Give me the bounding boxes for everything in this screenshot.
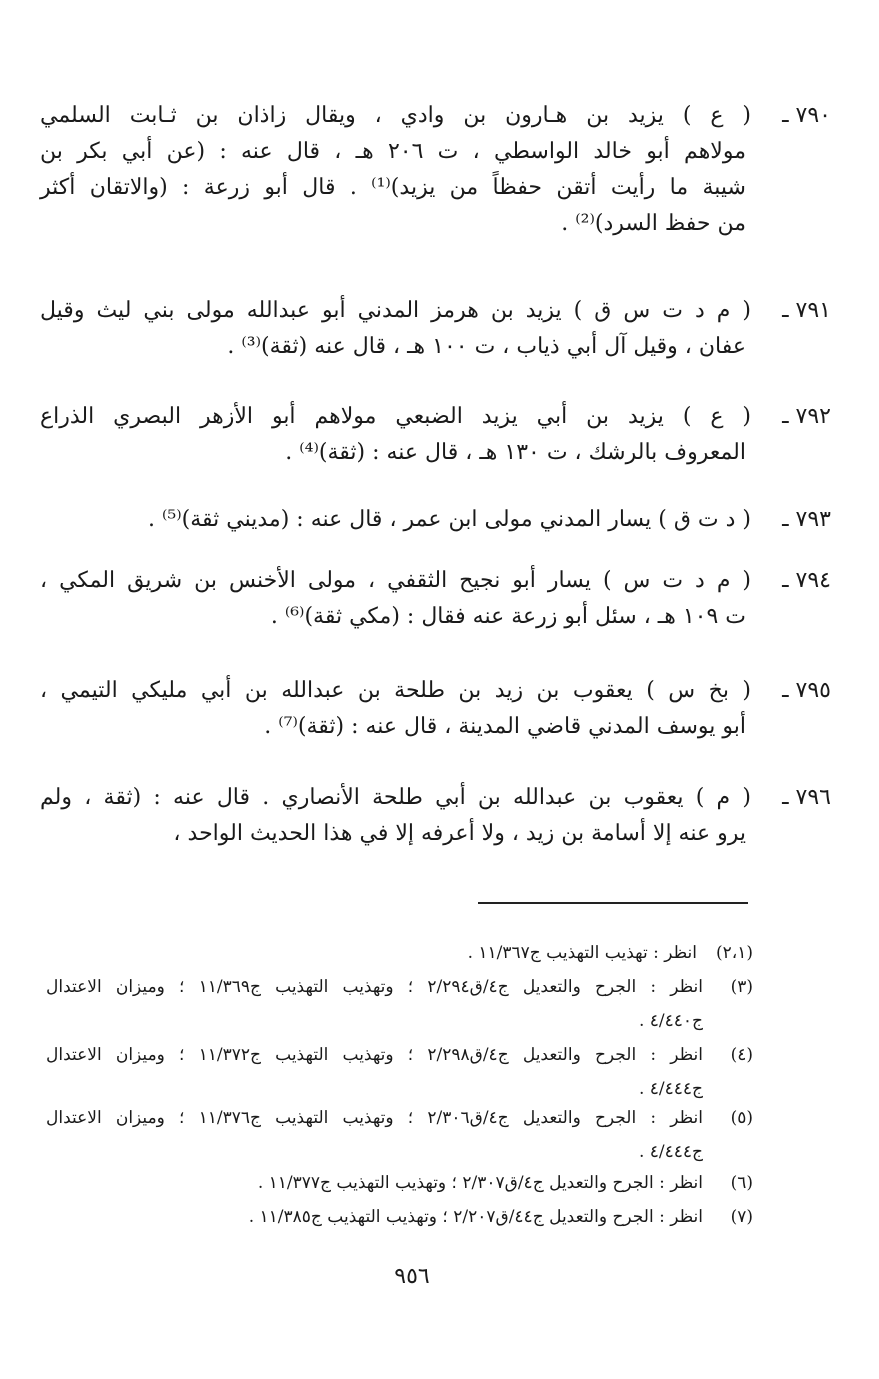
entry-790 — [40, 98, 751, 242]
entry-793 — [40, 502, 751, 538]
entry-line: عفان ، وقيل آل أبي ذياب ، ت ١٠٠ هـ ، قال عنه (ثقة)⁽³⁾ . — [227, 334, 746, 359]
entry-795 — [40, 673, 751, 745]
entry-line: شيبة ما رأيت أتقن حفظاً من يزيد)⁽¹⁾ . قال أبو زرعة : (والاتقان أكثر — [40, 175, 746, 200]
entry-line: ( م د ت س ق ) يزيد بن هرمز المدني أبو عبدالله مولى بني ليث وقيل — [40, 298, 751, 323]
entry-line: ( د ت ق ) يسار المدني مولى ابن عمر ، قال عنه : (مديني ثقة)⁽⁵⁾ . — [148, 507, 751, 532]
entry-line: ( ع ) يزيد بن أبي يزيد الضبعي مولاهم أبو الأزهر البصري الذراع — [40, 404, 751, 429]
entry-794 — [40, 563, 751, 635]
footnote-text: انظر : الجرح والتعديل ج٤/ق٢/٣٠٦ ؛ وتهذيب التهذيب ج١١/٣٧٦ ؛ وميزان الاعتدال — [46, 1108, 703, 1128]
page-number: ٩٥٦ — [394, 1264, 430, 1289]
footnote-number: (٥) — [730, 1108, 753, 1128]
entry-number: ٧٩٤ ـ — [782, 568, 831, 593]
footnote-number: (٣) — [730, 977, 753, 997]
footnote-separator — [478, 902, 748, 904]
entry-796 — [40, 780, 751, 852]
entry-number: ٧٩٠ ـ — [782, 103, 831, 128]
entry-line: مولاهم أبو خالد الواسطي ، ت ٢٠٦ هـ ، قال عنه : (عن أبي بكر بن — [40, 139, 746, 164]
entry-line: المعروف بالرشك ، ت ١٣٠ هـ ، قال عنه : (ثقة)⁽⁴⁾ . — [285, 440, 746, 465]
entry-number: ٧٩٦ ـ — [782, 785, 831, 810]
entry-number: ٧٩٢ ـ — [782, 404, 831, 429]
footnote-number: (٤) — [730, 1045, 753, 1065]
footnote-text: ج٤/٤٤٠ . — [638, 1011, 703, 1031]
entry-number: ٧٩١ ـ — [782, 298, 831, 323]
footnote-number: (٦) — [730, 1173, 753, 1193]
entry-number: ٧٩٣ ـ — [782, 507, 831, 532]
footnote-text: انظر : تهذيب التهذيب ج١١/٣٦٧ . — [467, 943, 697, 963]
footnote-text: انظر : الجرح والتعديل ج٤٤/ق٢/٢٠٧ ؛ وتهذيب التهذيب ج١١/٣٨٥ . — [248, 1207, 703, 1227]
footnote-text: ج٤/٤٤٤ . — [638, 1142, 703, 1162]
entry-line: ( م ) يعقوب بن عبدالله بن أبي طلحة الأنصاري . قال عنه : (ثقة ، ولم — [40, 785, 751, 810]
entry-line: من حفظ السرد)⁽²⁾ . — [561, 211, 746, 236]
footnote-text: انظر : الجرح والتعديل ج٤/ق٢/٢٩٨ ؛ وتهذيب التهذيب ج١١/٣٧٢ ؛ وميزان الاعتدال — [46, 1045, 703, 1065]
entry-line: أبو يوسف المدني قاضي المدينة ، قال عنه : (ثقة)⁽⁷⁾ . — [264, 714, 746, 739]
entry-line: ت ١٠٩ هـ ، سئل أبو زرعة عنه فقال : (مكي ثقة)⁽⁶⁾ . — [270, 604, 746, 629]
entry-line: ( م د ت س ) يسار أبو نجيح الثقفي ، مولى الأخنس بن شريق المكي ، — [40, 568, 751, 593]
footnote-number: (٢،١) — [715, 943, 753, 963]
footnote-text: ج٤/٤٤٤ . — [638, 1079, 703, 1099]
entry-number: ٧٩٥ ـ — [782, 678, 831, 703]
footnote-text: انظر : الجرح والتعديل ج٤/ق٢/٢٩٤ ؛ وتهذيب التهذيب ج١١/٣٦٩ ؛ وميزان الاعتدال — [46, 977, 703, 997]
entry-line: يرو عنه إلا أسامة بن زيد ، ولا أعرفه إلا في هذا الحديث الواحد ، — [173, 821, 746, 846]
entry-line: ( ع ) يزيد بن هـارون بن وادي ، ويقال زاذان بن ثـابت السلمي — [40, 103, 751, 128]
entry-line: ( بخ س ) يعقوب بن زيد بن طلحة بن عبدالله بن أبي مليكي التيمي ، — [40, 678, 751, 703]
entry-791 — [40, 293, 751, 365]
footnote-text: انظر : الجرح والتعديل ج٤/ق٢/٣٠٧ ؛ وتهذيب التهذيب ج١١/٣٧٧ . — [257, 1173, 703, 1193]
entry-792 — [40, 399, 751, 471]
footnote-number: (٧) — [730, 1207, 753, 1227]
